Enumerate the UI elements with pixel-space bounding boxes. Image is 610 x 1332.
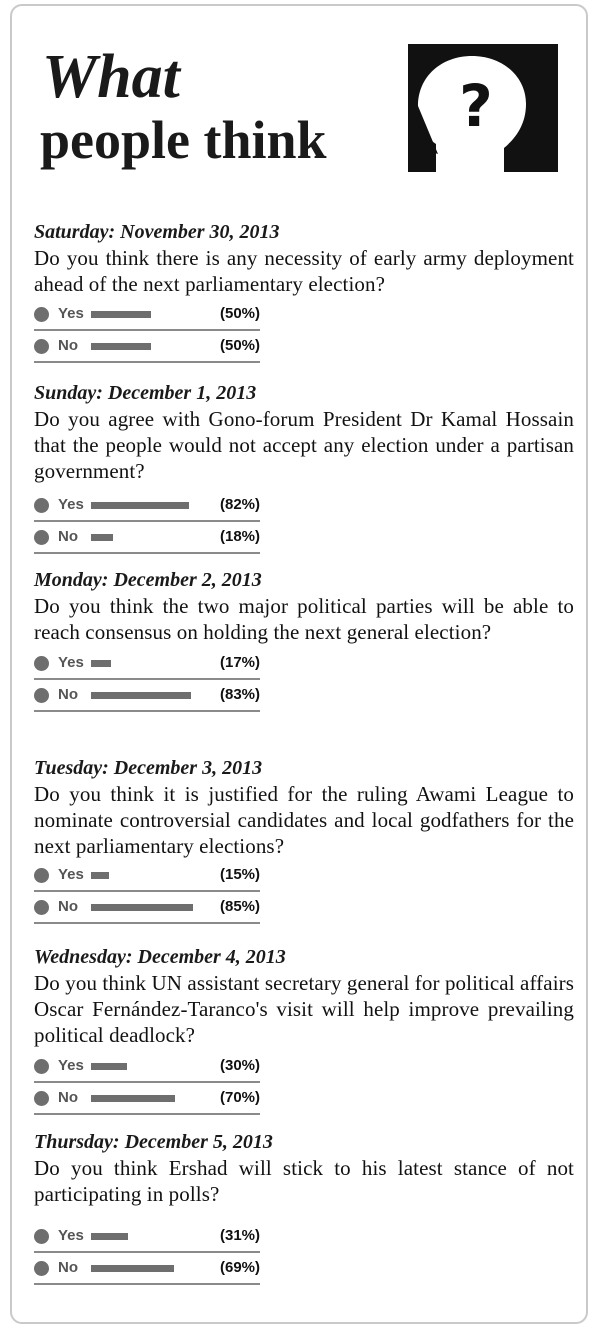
poll-date: Wednesday: December 4, 2013 [34, 946, 286, 968]
option-label: Yes [58, 866, 84, 883]
head-question-icon [408, 44, 558, 172]
option-label: Yes [58, 1227, 84, 1244]
logo-question-mark: ? [459, 72, 493, 140]
poll-option-yes [34, 1051, 260, 1083]
poll-option-yes [34, 860, 260, 892]
bullet-icon [34, 1091, 49, 1106]
option-label: No [58, 898, 78, 915]
option-percent: (82%) [219, 496, 260, 513]
bullet-icon [34, 1229, 49, 1244]
poll-question: Do you agree with Gono-forum President Dr Kamal Hossain that the people would not accept any election under a partisan government? [34, 407, 574, 483]
result-bar [91, 1265, 174, 1272]
result-bar [91, 311, 151, 318]
poll-item [34, 381, 574, 554]
option-percent: (31%) [219, 1227, 260, 1244]
poll-question: Do you think there is any necessity of early army deployment ahead of the next parliamentary election? [34, 246, 574, 296]
bullet-icon [34, 498, 49, 513]
bullet-icon [34, 688, 49, 703]
poll-option-no [34, 1083, 260, 1115]
poll-option-no [34, 680, 260, 712]
option-label: Yes [58, 1057, 84, 1074]
poll-question: Do you think the two major political parties will be able to reach consensus on holding the next general election? [34, 594, 574, 644]
option-label: No [58, 337, 78, 354]
option-percent: (50%) [219, 305, 260, 322]
option-label: No [58, 1259, 78, 1276]
option-label: Yes [58, 654, 84, 671]
result-bar [91, 904, 193, 911]
option-percent: (83%) [219, 686, 260, 703]
option-label: Yes [58, 305, 84, 322]
poll-option-no [34, 331, 260, 363]
bullet-icon [34, 530, 49, 545]
result-bar [91, 692, 191, 699]
poll-item [34, 568, 574, 712]
poll-option-no [34, 1253, 260, 1285]
poll-option-yes [34, 299, 260, 331]
result-bar [91, 1233, 128, 1240]
poll-option-no [34, 522, 260, 554]
bullet-icon [34, 307, 49, 322]
bullet-icon [34, 868, 49, 883]
poll-date: Sunday: December 1, 2013 [34, 382, 257, 404]
result-bar [91, 534, 113, 541]
option-percent: (85%) [219, 898, 260, 915]
poll-option-yes [34, 648, 260, 680]
poll-item [34, 945, 574, 1115]
poll-date: Monday: December 2, 2013 [34, 569, 262, 591]
poll-option-yes [34, 1221, 260, 1253]
result-bar [91, 872, 109, 879]
option-label: No [58, 528, 78, 545]
result-bar [91, 343, 151, 350]
result-bar [91, 660, 111, 667]
option-percent: (69%) [219, 1259, 260, 1276]
option-label: No [58, 686, 78, 703]
poll-item [34, 1130, 574, 1285]
header-title-line1: What [42, 43, 180, 111]
result-bar [91, 1063, 127, 1070]
option-percent: (50%) [219, 337, 260, 354]
poll-option-no [34, 892, 260, 924]
option-percent: (70%) [219, 1089, 260, 1106]
poll-question: Do you think Ershad will stick to his latest stance of not participating in polls? [34, 1156, 574, 1206]
poll-item [34, 220, 574, 363]
poll-date: Thursday: December 5, 2013 [34, 1131, 273, 1153]
option-percent: (15%) [219, 866, 260, 883]
result-bar [91, 502, 189, 509]
option-label: No [58, 1089, 78, 1106]
header-title-line2: people think [40, 110, 327, 170]
poll-question: Do you think it is justified for the ruling Awami League to nominate controversial candidates and local godfathers for the next parliamentary elections? [34, 782, 574, 858]
option-percent: (18%) [219, 528, 260, 545]
result-bar [91, 1095, 175, 1102]
bullet-icon [34, 339, 49, 354]
poll-question: Do you think UN assistant secretary general for political affairs Oscar Fernández-Taranco's visit will help improve prevailing political deadlock? [34, 971, 574, 1047]
poll-date: Tuesday: December 3, 2013 [34, 757, 263, 779]
poll-date: Saturday: November 30, 2013 [34, 221, 280, 243]
poll-item [34, 756, 574, 924]
option-label: Yes [58, 496, 84, 513]
option-percent: (17%) [219, 654, 260, 671]
poll-option-yes [34, 490, 260, 522]
bullet-icon [34, 656, 49, 671]
bullet-icon [34, 900, 49, 915]
bullet-icon [34, 1059, 49, 1074]
bullet-icon [34, 1261, 49, 1276]
option-percent: (30%) [219, 1057, 260, 1074]
